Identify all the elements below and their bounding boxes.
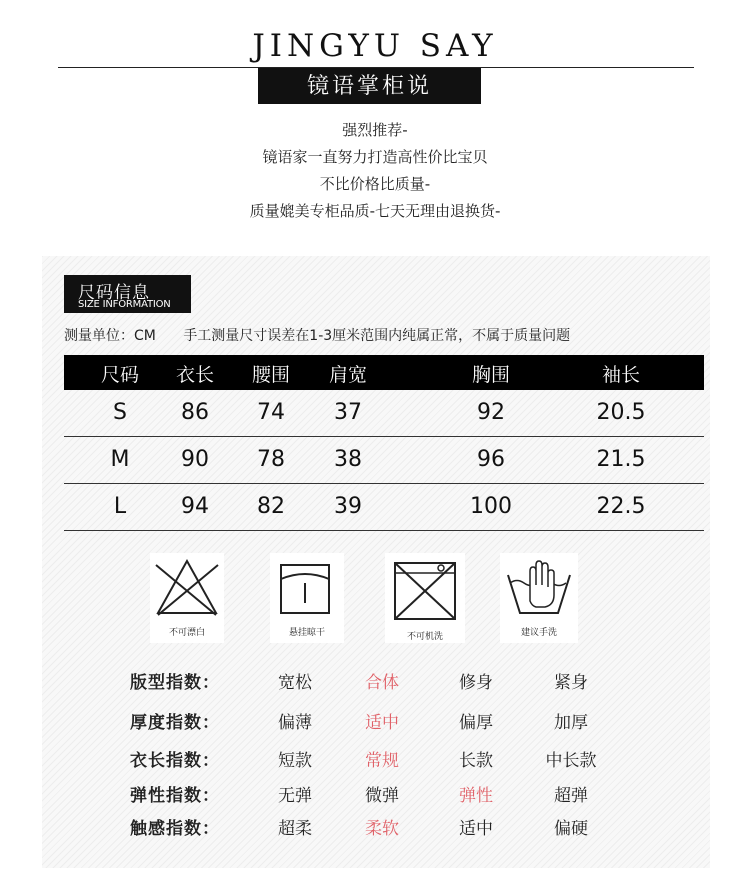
- size-table-header: [64, 355, 704, 390]
- length-index-row: [0, 746, 750, 776]
- index-option: 加厚: [554, 713, 588, 733]
- care-item-hang-dry: [270, 553, 344, 643]
- column-header: 胸围: [471, 364, 511, 386]
- index-label: 衣长指数：: [130, 751, 220, 771]
- size-cell: M: [110, 447, 130, 472]
- size-cell: 78: [257, 447, 285, 472]
- column-header: 肩宽: [328, 364, 368, 386]
- care-label: 不可机洗: [406, 632, 443, 642]
- index-option-selected: 弹性: [459, 786, 493, 806]
- table-row: [64, 437, 704, 484]
- index-option-selected: 柔软: [365, 819, 399, 839]
- index-option: 超弹: [554, 786, 588, 806]
- hang-dry-icon: [270, 553, 344, 623]
- index-label: 厚度指数：: [130, 713, 220, 733]
- size-cell: 38: [334, 447, 362, 472]
- index-option: 适中: [459, 819, 493, 839]
- tagline: 不比价格比质量-: [319, 175, 431, 193]
- size-cell: 96: [477, 447, 505, 472]
- brand-subtitle: 镜语掌柜说: [258, 68, 481, 104]
- column-header: 尺码: [100, 364, 140, 386]
- index-option: 偏硬: [554, 819, 588, 839]
- tagline: 强烈推荐-: [342, 121, 408, 139]
- size-cell: 37: [334, 400, 362, 425]
- column-header: 腰围: [251, 364, 291, 386]
- brand-title: JINGYU SAY: [252, 28, 498, 64]
- index-option: 超柔: [278, 819, 312, 839]
- size-cell: 74: [257, 400, 285, 425]
- index-option-selected: 常规: [365, 751, 399, 771]
- size-cell: 94: [181, 494, 209, 519]
- tagline: 镜语家一直努力打造高性价比宝贝: [262, 148, 488, 166]
- size-cell: 92: [477, 400, 505, 425]
- index-option: 宽松: [278, 673, 312, 693]
- index-label: 版型指数：: [130, 673, 220, 693]
- size-cell: 100: [470, 494, 512, 519]
- hand-wash-icon: [500, 553, 578, 623]
- error-note: 手工测量尺寸误差在1-3厘米范围内纯属正常，不属于质量问题: [183, 328, 571, 344]
- elasticity-index-row: [0, 781, 750, 811]
- column-header: 袖长: [601, 364, 641, 386]
- tagline: 质量媲美专柜品质-七天无理由退换货-: [249, 202, 501, 220]
- index-option: 微弹: [365, 786, 399, 806]
- info-panel: [42, 256, 710, 868]
- tagline-list: [0, 117, 750, 225]
- size-section-tag: [64, 275, 191, 313]
- size-cell: 82: [257, 494, 285, 519]
- index-label: 触感指数：: [130, 819, 220, 839]
- care-item-hand-wash: [500, 553, 578, 643]
- measurement-note: [64, 325, 570, 345]
- column-header: 衣长: [175, 364, 215, 386]
- index-option: 短款: [278, 751, 312, 771]
- index-option: 长款: [459, 751, 493, 771]
- index-option: 无弹: [278, 786, 312, 806]
- care-item-no-bleach: [150, 553, 224, 643]
- index-option: 偏厚: [459, 713, 493, 733]
- size-cell: 90: [181, 447, 209, 472]
- index-option-selected: 合体: [365, 673, 399, 693]
- index-label: 弹性指数：: [130, 786, 220, 806]
- size-cell: S: [113, 400, 127, 425]
- no-bleach-icon: [150, 553, 224, 623]
- size-cell: 22.5: [596, 494, 646, 519]
- unit-note: 测量单位：CM: [64, 328, 156, 344]
- fit-index-row: [0, 668, 750, 698]
- care-label: 不可漂白: [168, 628, 205, 638]
- index-option: 偏薄: [278, 713, 312, 733]
- size-cell: 21.5: [596, 447, 646, 472]
- index-option: 紧身: [554, 673, 588, 693]
- size-cell: 39: [334, 494, 362, 519]
- care-label: 悬挂晾干: [288, 628, 325, 638]
- size-section-title: 尺码信息: [78, 283, 150, 303]
- size-cell: 20.5: [596, 400, 646, 425]
- care-item-no-machine-wash: [385, 553, 465, 643]
- table-row: [64, 484, 704, 531]
- touch-index-row: [0, 814, 750, 844]
- index-option: 修身: [459, 673, 493, 693]
- table-row: [64, 390, 704, 437]
- index-option-selected: 适中: [365, 713, 399, 733]
- index-option: 中长款: [545, 751, 597, 771]
- thickness-index-row: [0, 708, 750, 738]
- care-label: 建议手洗: [520, 628, 557, 638]
- size-section-subtitle: SIZE INFORMATION: [78, 299, 171, 310]
- size-cell: 86: [181, 400, 209, 425]
- no-machine-wash-icon: [385, 553, 465, 625]
- size-cell: L: [113, 494, 127, 519]
